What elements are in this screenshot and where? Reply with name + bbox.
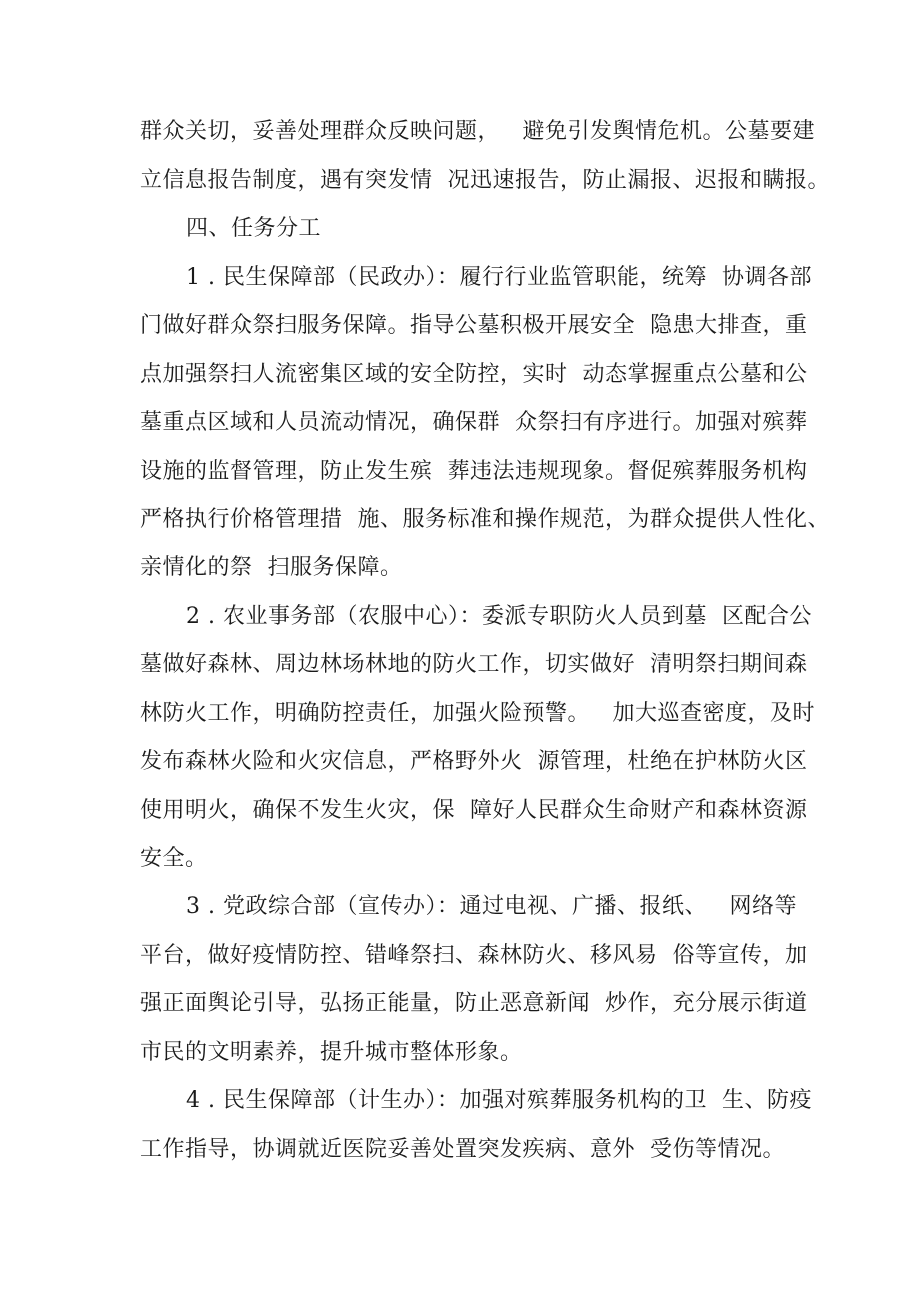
- text-line: 群众关切，妥善处理群众反映问题， 避免引发舆情危机。公墓要建: [140, 119, 815, 144]
- text-line: 使用明火，确保不发生火灾，保 障好人民群众生命财产和森林资源: [140, 798, 808, 823]
- section-heading: 四、任务分工: [186, 216, 322, 241]
- text-line: 3 . 党政综合部（宣传办）：通过电视、广播、报纸、 网络等: [186, 894, 797, 919]
- text-line: 1 . 民生保障部（民政办）：履行行业监管职能，统筹 协调各部: [186, 265, 812, 290]
- text-line: 4 . 民生保障部（计生办）：加强对殡葬服务机构的卫 生、防疫: [186, 1088, 812, 1113]
- text-line: 设施的监督管理，防止发生殡 葬违法违规现象。督促殡葬服务机构: [140, 459, 808, 484]
- text-line: 点加强祭扫人流密集区域的安全防控，实时 动态掌握重点公墓和公: [140, 362, 808, 387]
- text-line: 墓重点区域和人员流动情况，确保群 众祭扫有序进行。加强对殡葬: [140, 410, 808, 435]
- text-line: 强正面舆论引导，弘扬正能量，防止恶意新闻 炒作，充分展示街道: [140, 991, 808, 1016]
- text-line: 平台，做好疫情防控、错峰祭扫、森林防火、移风易 俗等宣传，加: [140, 943, 808, 968]
- text-line: 林防火工作，明确防控责任，加强火险预警。 加大巡查密度，及时: [140, 701, 815, 726]
- text-line: 立信息报告制度，遇有突发情 况迅速报告，防止漏报、迟报和瞒报。: [140, 168, 830, 193]
- text-line: 工作指导，协调就近医院妥善处置突发疾病、意外 受伤等情况。: [140, 1137, 785, 1162]
- text-line: 严格执行价格管理措 施、服务标准和操作规范，为群众提供人性化、: [140, 507, 830, 532]
- text-line: 市民的文明素养，提升城市整体形象。: [140, 1040, 523, 1065]
- text-line: 发布森林火险和火灾信息，严格野外火 源管理，杜绝在护林防火区: [140, 749, 808, 774]
- text-line: 2 . 农业事务部（农服中心）：委派专职防火人员到墓 区配合公: [186, 604, 812, 629]
- text-line: 亲情化的祭 扫服务保障。: [140, 555, 403, 580]
- text-line: 门做好群众祭扫服务保障。指导公墓积极开展安全 隐患大排查，重: [140, 313, 808, 338]
- text-line: 墓做好森林、周边林场林地的防火工作，切实做好 清明祭扫期间森: [140, 652, 808, 677]
- text-line: 安全。: [140, 846, 208, 871]
